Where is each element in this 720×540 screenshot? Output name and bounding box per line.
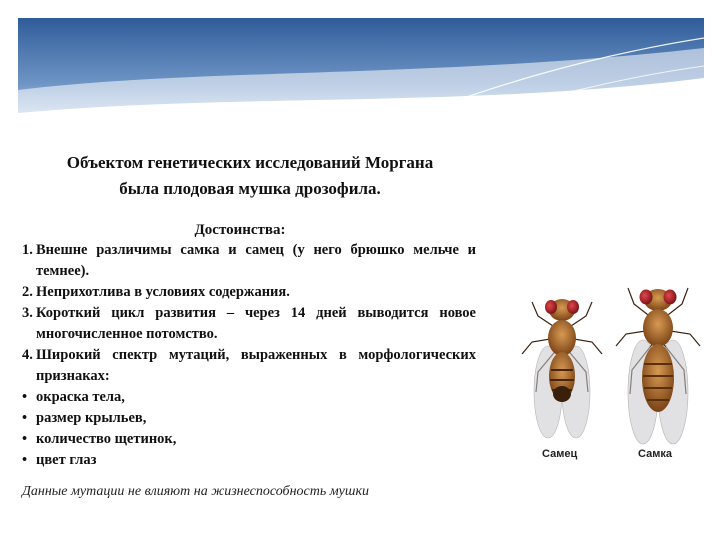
bullet-text: размер крыльев, <box>36 410 147 426</box>
list-item <box>22 303 476 345</box>
list-item <box>22 345 476 387</box>
bullet-text: окраска тела, <box>36 389 125 405</box>
item-number: 3. <box>22 305 33 321</box>
list-item <box>22 240 476 282</box>
title-line-1: Объектом генетических исследований Моргана <box>66 153 434 172</box>
slide-title <box>20 150 480 202</box>
item-number: 2. <box>22 284 33 300</box>
drosophila-illustration <box>520 280 710 470</box>
bullet-item <box>22 450 476 471</box>
item-text: Внешне различимы самка и самец (у него брюшко мельче и темнее). <box>36 242 476 279</box>
item-number: 1. <box>22 242 33 258</box>
bullet-dot: • <box>22 452 28 468</box>
male-label: Самец <box>542 448 578 460</box>
bullet-dot: • <box>22 431 28 447</box>
male-fly <box>522 299 602 438</box>
item-text: Неприхотлива в условиях содержания. <box>36 284 290 300</box>
fly-figure <box>520 280 710 470</box>
header-banner <box>18 18 704 138</box>
bullet-dot: • <box>22 389 28 405</box>
footnote: Данные мутации не влияют на жизнеспособность мушки <box>22 484 369 499</box>
item-text: Широкий спектр мутаций, выраженных в морфологических признаках: <box>36 347 476 384</box>
title-line-2: была плодовая мушка дрозофила. <box>119 179 381 198</box>
bullet-text: цвет глаз <box>36 452 97 468</box>
item-number: 4. <box>22 347 33 363</box>
bullet-dot: • <box>22 410 28 426</box>
female-label: Самка <box>638 448 672 460</box>
female-fly <box>616 288 700 444</box>
bullet-text: количество щетинок, <box>36 431 177 447</box>
bullet-item <box>22 387 476 408</box>
item-text: Короткий цикл развития – через 14 дней выводится новое многочисленное потомство. <box>36 305 476 342</box>
list-item <box>22 282 476 303</box>
advantages-heading: Достоинства: <box>194 222 286 238</box>
advantages-list <box>22 240 476 471</box>
bullet-item <box>22 408 476 429</box>
bullet-item <box>22 429 476 450</box>
